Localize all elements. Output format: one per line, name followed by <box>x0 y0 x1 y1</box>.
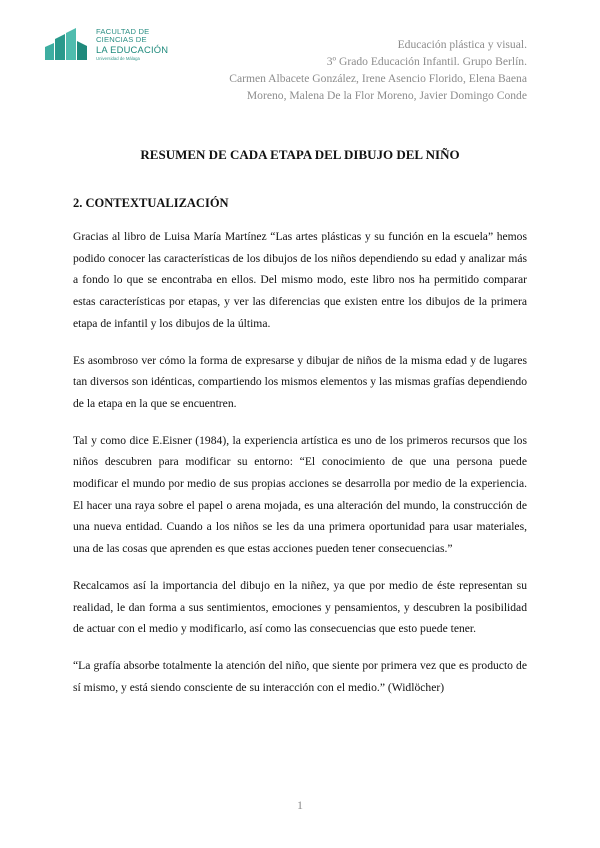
header-info-line: Carmen Albacete González, Irene Asencio Florido, Elena Baena <box>229 72 527 85</box>
header-course-info <box>229 36 527 104</box>
logo-line-1: FACULTAD DE <box>96 27 150 36</box>
logo-line-4: Universidad de Málaga <box>96 56 140 62</box>
logo-line-2: CIENCIAS DE <box>96 35 147 45</box>
document-body <box>73 226 527 713</box>
body-paragraph: “La grafía absorbe totalmente la atención del niño, que siente por primera vez que es producto de sí mismo, y está siendo consciente de su interacción con el medio.” (Widlöcher) <box>73 658 527 694</box>
faculty-logo-text <box>96 28 168 62</box>
faculty-logo <box>45 28 185 68</box>
body-paragraph: Tal y como dice E.Eisner (1984), la experiencia artística es uno de los primeros recursos que los niños descubren para modificar su entorno: “El conocimiento de que una persona puede modificar el mundo por medio de sus propias acciones se desarrolla por medio de la experiencia. El hacer una raya sobre el papel o arena mojada, es una alteración del mundo, la construcción de una nueva entidad. Cuando a los niños se les da una primera oportunidad para usar materiales, una de las cosas que aprenden es que estas acciones pueden tener consecuencias.” <box>73 433 527 556</box>
header-info-line: Educación plástica y visual. <box>397 38 527 51</box>
faculty-logo-mark-icon <box>45 28 91 60</box>
logo-line-3: LA EDUCACIÓN <box>96 44 169 56</box>
page-number: 1 <box>297 798 303 812</box>
header-info-line: 3º Grado Educación Infantil. Grupo Berlín. <box>326 55 527 68</box>
body-paragraph: Gracias al libro de Luisa María Martínez “Las artes plásticas y su función en la escuela” hemos podido conocer las características de los dibujos de los niños dependiendo su edad y analizar más a fondo lo que se encontraba en ellos. Del mismo modo, este libro nos ha permitido comparar estas características por etapas, y ver las diferencias que existen entre los dibujos de la primera etapa de infantil y los dibujos de la última. <box>73 230 527 330</box>
header-info-line: Moreno, Malena De la Flor Moreno, Javier Domingo Conde <box>246 89 527 102</box>
document-title: RESUMEN DE CADA ETAPA DEL DIBUJO DEL NIÑO <box>140 147 460 162</box>
body-paragraph: Es asombroso ver cómo la forma de expresarse y dibujar de niños de la misma edad y de lugares tan diversos son idénticas, compartiendo los mismos elementos y las mismas grafías dependiendo de la etapa en la que se encuentren. <box>73 353 527 410</box>
body-paragraph: Recalcamos así la importancia del dibujo en la niñez, ya que por medio de éste representan su realidad, le dan forma a sus sentimientos, emociones y pensamientos, y descubren la posibilidad de actuar con el medio y modificarlo, así como las consecuencias que esto puede tener. <box>73 578 527 636</box>
section-heading: 2. CONTEXTUALIZACIÓN <box>73 196 229 210</box>
